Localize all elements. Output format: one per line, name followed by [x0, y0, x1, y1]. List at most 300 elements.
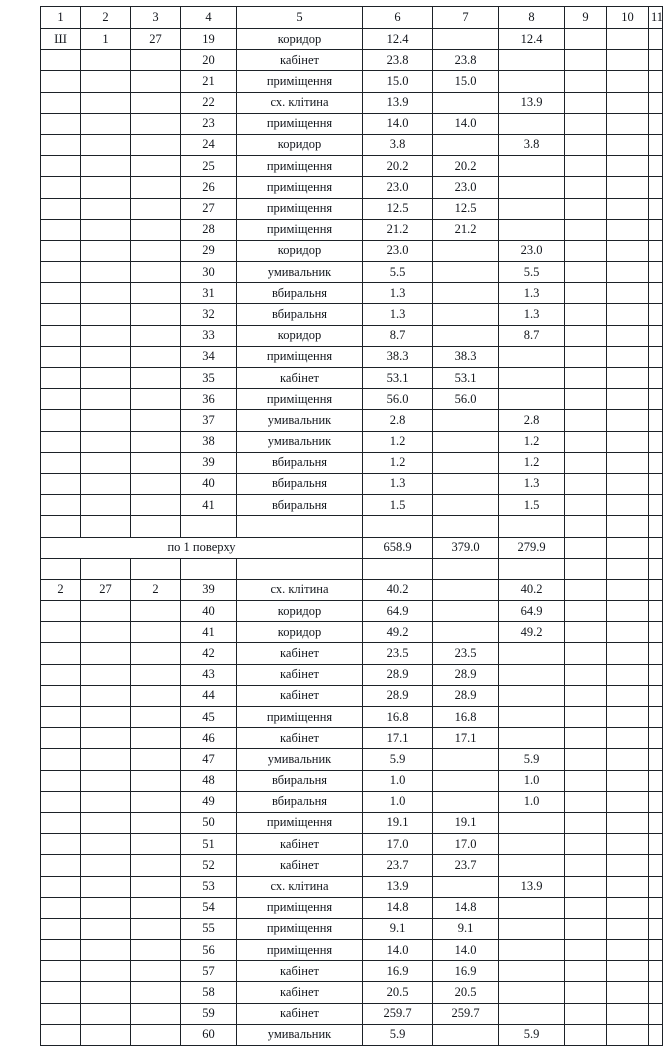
cell-col1 [41, 177, 81, 198]
cell-col1 [41, 897, 81, 918]
cell-col2 [81, 283, 131, 304]
cell-col10 [607, 601, 649, 622]
table-row [41, 834, 663, 855]
cell-col11 [649, 834, 663, 855]
cell-area-total: 20.2 [363, 156, 433, 177]
cell-area-aux: 64.9 [499, 601, 565, 622]
cell-room-number: 48 [181, 770, 237, 791]
cell-room-number: 50 [181, 812, 237, 833]
cell-room-name: приміщення [237, 198, 363, 219]
cell-room-number: 34 [181, 346, 237, 367]
cell-area-main [433, 92, 499, 113]
table-row [41, 304, 663, 325]
cell-col3 [131, 368, 181, 389]
cell-col11 [649, 389, 663, 410]
cell-area-aux: 1.3 [499, 283, 565, 304]
cell-col1 [41, 601, 81, 622]
cell-col3 [131, 71, 181, 92]
cell-col2 [81, 770, 131, 791]
cell-area-main [433, 325, 499, 346]
cell-room-number: 25 [181, 156, 237, 177]
cell-col11 [649, 431, 663, 452]
cell-area-main [433, 304, 499, 325]
cell-room-name: коридор [237, 240, 363, 261]
cell-area-main: 38.3 [433, 346, 499, 367]
cell-area-aux [499, 198, 565, 219]
cell-col9 [565, 834, 607, 855]
table-row [41, 918, 663, 939]
table-row [41, 707, 663, 728]
cell-area-total: 1.2 [363, 452, 433, 473]
cell-room-name: приміщення [237, 897, 363, 918]
cell-col9 [565, 622, 607, 643]
cell-area-total: 3.8 [363, 134, 433, 155]
cell-col1 [41, 240, 81, 261]
cell-col1 [41, 304, 81, 325]
cell-col11 [649, 876, 663, 897]
cell-col1 [41, 876, 81, 897]
table-row [41, 177, 663, 198]
cell-col10 [607, 791, 649, 812]
cell-col9 [565, 685, 607, 706]
cell-col3 [131, 113, 181, 134]
cell-area-total: 16.9 [363, 961, 433, 982]
cell-col10 [607, 643, 649, 664]
cell-col1 [41, 728, 81, 749]
cell-area-aux: 1.2 [499, 452, 565, 473]
cell-area-aux [499, 897, 565, 918]
cell-room-name: кабінет [237, 1003, 363, 1024]
cell-col9 [565, 516, 607, 537]
table-row [41, 685, 663, 706]
cell-col3 [131, 876, 181, 897]
cell-col2 [81, 346, 131, 367]
cell-col11 [649, 918, 663, 939]
cell-col1 [41, 791, 81, 812]
cell-area-aux: 13.9 [499, 876, 565, 897]
table-row [41, 92, 663, 113]
cell-area-aux: 5.9 [499, 1024, 565, 1045]
cell-col1 [41, 219, 81, 240]
cell-area-total: 28.9 [363, 685, 433, 706]
cell-area-aux [499, 1003, 565, 1024]
cell-area-aux [499, 643, 565, 664]
cell-col2 [81, 855, 131, 876]
table-row [41, 50, 663, 71]
cell-area-total: 1.5 [363, 495, 433, 516]
cell-col9 [565, 389, 607, 410]
cell-col3 [131, 812, 181, 833]
cell-col9 [565, 113, 607, 134]
cell-col9 [565, 579, 607, 600]
cell-col2 [81, 643, 131, 664]
cell-col1 [41, 812, 81, 833]
cell-area-aux [499, 156, 565, 177]
table-row [41, 113, 663, 134]
cell-area-total: 23.0 [363, 177, 433, 198]
cell-col3 [131, 897, 181, 918]
cell-col9 [565, 177, 607, 198]
cell-area-main: 16.8 [433, 707, 499, 728]
cell-col2 [81, 897, 131, 918]
cell-room-number: 39 [181, 452, 237, 473]
cell-room-number: 51 [181, 834, 237, 855]
cell-col9 [565, 71, 607, 92]
cell-col1 [41, 156, 81, 177]
cell-area-aux: 40.2 [499, 579, 565, 600]
cell-col10 [607, 452, 649, 473]
cell-col11 [649, 368, 663, 389]
cell-col3 [131, 262, 181, 283]
cell-room-number: 26 [181, 177, 237, 198]
cell-area-main [433, 791, 499, 812]
cell-col10 [607, 29, 649, 50]
cell-area-main [433, 770, 499, 791]
cell-col9 [565, 855, 607, 876]
cell-col10 [607, 240, 649, 261]
cell-col10 [607, 855, 649, 876]
cell-area-aux: 13.9 [499, 92, 565, 113]
cell-area-main [433, 283, 499, 304]
cell-area-main: 21.2 [433, 219, 499, 240]
cell-area-main: 14.0 [433, 940, 499, 961]
cell-col2 [81, 177, 131, 198]
cell-col3: 27 [131, 29, 181, 50]
cell-area-main: 23.8 [433, 50, 499, 71]
cell-col9 [565, 29, 607, 50]
cell-col3 [131, 664, 181, 685]
cell-col11 [649, 855, 663, 876]
cell-room-name: вбиральня [237, 495, 363, 516]
cell-col9 [565, 876, 607, 897]
cell-col11 [649, 749, 663, 770]
cell-area-aux [499, 961, 565, 982]
cell-area-main: 19.1 [433, 812, 499, 833]
cell-room-number: 57 [181, 961, 237, 982]
table-row-blank [41, 516, 663, 537]
cell-col2 [81, 71, 131, 92]
cell-col2 [81, 156, 131, 177]
cell-area-aux [499, 685, 565, 706]
table-row [41, 749, 663, 770]
cell-room-name: кабінет [237, 368, 363, 389]
cell-room-number: 39 [181, 579, 237, 600]
cell-col11 [649, 156, 663, 177]
cell-area-aux: 5.9 [499, 749, 565, 770]
cell-col11 [649, 198, 663, 219]
cell-col11 [649, 558, 663, 579]
cell-col9 [565, 961, 607, 982]
cell-area-main: 23.0 [433, 177, 499, 198]
cell-col9 [565, 495, 607, 516]
cell-col3 [131, 92, 181, 113]
cell-area-total: 20.5 [363, 982, 433, 1003]
cell-area-total: 28.9 [363, 664, 433, 685]
cell-area-total: 5.9 [363, 1024, 433, 1045]
cell-col10 [607, 812, 649, 833]
cell-col11 [649, 1024, 663, 1045]
cell-col11 [649, 685, 663, 706]
cell-room-name: умивальник [237, 431, 363, 452]
cell-area-main: 14.8 [433, 897, 499, 918]
cell-area-main: 14.0 [433, 113, 499, 134]
cell-area-total: 13.9 [363, 876, 433, 897]
cell-room-number: 55 [181, 918, 237, 939]
cell-col3 [131, 961, 181, 982]
cell-room-name: умивальник [237, 749, 363, 770]
cell-col10 [607, 961, 649, 982]
cell-area-main [433, 431, 499, 452]
cell-col3: 2 [131, 579, 181, 600]
cell-col9 [565, 325, 607, 346]
cell-room-name: вбиральня [237, 304, 363, 325]
table-row [41, 897, 663, 918]
cell-col1 [41, 622, 81, 643]
cell-area-main [433, 473, 499, 494]
cell-room-number: 20 [181, 50, 237, 71]
cell-room-name: приміщення [237, 346, 363, 367]
cell-col11 [649, 1003, 663, 1024]
table-row [41, 770, 663, 791]
table-row [41, 389, 663, 410]
cell-col10 [607, 156, 649, 177]
cell-col2: 1 [81, 29, 131, 50]
cell-area-main: 53.1 [433, 368, 499, 389]
cell-col3 [131, 177, 181, 198]
cell-area-total: 5.5 [363, 262, 433, 283]
cell-col10 [607, 1024, 649, 1045]
cell-col2 [81, 707, 131, 728]
cell-col2 [81, 495, 131, 516]
cell-col9 [565, 940, 607, 961]
cell-room-name: умивальник [237, 1024, 363, 1045]
cell-col2 [81, 50, 131, 71]
cell-room-number: 42 [181, 643, 237, 664]
cell-area-total: 56.0 [363, 389, 433, 410]
cell-col10 [607, 1003, 649, 1024]
cell-col10 [607, 622, 649, 643]
cell-col9 [565, 537, 607, 558]
cell-col9 [565, 92, 607, 113]
cell-col11 [649, 940, 663, 961]
cell-area-total: 259.7 [363, 1003, 433, 1024]
cell-area-aux [499, 982, 565, 1003]
cell-col10 [607, 113, 649, 134]
cell-col11 [649, 728, 663, 749]
cell-col10 [607, 431, 649, 452]
cell-col3 [131, 50, 181, 71]
cell-col1 [41, 685, 81, 706]
table-row [41, 791, 663, 812]
cell-col2 [81, 601, 131, 622]
cell-col10 [607, 71, 649, 92]
cell-col10 [607, 473, 649, 494]
cell-room-name: коридор [237, 134, 363, 155]
cell-area-total: 19.1 [363, 812, 433, 833]
cell-area-aux: 2.8 [499, 410, 565, 431]
cell-col3 [131, 304, 181, 325]
cell-col2 [81, 92, 131, 113]
cell-area-main [433, 601, 499, 622]
cell-col11 [649, 71, 663, 92]
table-row [41, 812, 663, 833]
cell-col11 [649, 791, 663, 812]
cell-area-main: 20.5 [433, 982, 499, 1003]
cell-room-number: 59 [181, 1003, 237, 1024]
cell-area-total: 13.9 [363, 92, 433, 113]
cell-col11 [649, 134, 663, 155]
cell-col1 [41, 664, 81, 685]
cell-col2 [81, 728, 131, 749]
cell-col11 [649, 92, 663, 113]
cell-col10 [607, 346, 649, 367]
cell-col9 [565, 791, 607, 812]
cell-room-number: 44 [181, 685, 237, 706]
cell-area-main: 16.9 [433, 961, 499, 982]
subtotal-area-total: 658.9 [363, 537, 433, 558]
table-row [41, 368, 663, 389]
cell-room-name: приміщення [237, 219, 363, 240]
cell-col3 [131, 770, 181, 791]
cell-col1 [41, 389, 81, 410]
cell-col3 [131, 855, 181, 876]
cell-col9 [565, 601, 607, 622]
cell-col3 [131, 389, 181, 410]
cell-room-name: приміщення [237, 389, 363, 410]
cell-area-main: 17.0 [433, 834, 499, 855]
cell-area-total: 1.3 [363, 304, 433, 325]
cell-col9 [565, 728, 607, 749]
cell-col9 [565, 431, 607, 452]
cell-col11 [649, 325, 663, 346]
cell-room-name: вбиральня [237, 791, 363, 812]
cell-col4 [181, 516, 237, 537]
cell-room-number: 23 [181, 113, 237, 134]
cell-col1 [41, 50, 81, 71]
cell-room-number: 47 [181, 749, 237, 770]
cell-col8 [499, 516, 565, 537]
cell-area-aux: 1.0 [499, 770, 565, 791]
cell-col2 [81, 368, 131, 389]
cell-col3 [131, 982, 181, 1003]
cell-col2 [81, 431, 131, 452]
cell-col1 [41, 71, 81, 92]
cell-col6 [363, 516, 433, 537]
cell-area-aux [499, 855, 565, 876]
table-row [41, 219, 663, 240]
cell-col11 [649, 262, 663, 283]
cell-col10 [607, 982, 649, 1003]
cell-col11 [649, 410, 663, 431]
cell-col11 [649, 622, 663, 643]
col-header-8: 8 [499, 7, 565, 29]
cell-col10 [607, 262, 649, 283]
subtotal-row [41, 537, 663, 558]
cell-col3 [131, 1024, 181, 1045]
cell-area-main [433, 876, 499, 897]
cell-area-main [433, 749, 499, 770]
cell-col3 [131, 601, 181, 622]
explication-table [40, 6, 663, 1046]
cell-col3 [131, 473, 181, 494]
cell-col9 [565, 304, 607, 325]
table-row [41, 876, 663, 897]
cell-col2 [81, 516, 131, 537]
cell-area-aux [499, 50, 565, 71]
cell-col10 [607, 876, 649, 897]
cell-room-name: сх. клітина [237, 876, 363, 897]
cell-area-total: 14.0 [363, 113, 433, 134]
cell-area-aux [499, 728, 565, 749]
cell-col1 [41, 134, 81, 155]
cell-col9 [565, 664, 607, 685]
cell-col9 [565, 749, 607, 770]
cell-room-number: 21 [181, 71, 237, 92]
cell-col3 [131, 1003, 181, 1024]
cell-room-name: приміщення [237, 71, 363, 92]
cell-col10 [607, 537, 649, 558]
cell-col9 [565, 50, 607, 71]
cell-col3 [131, 516, 181, 537]
cell-area-total: 49.2 [363, 622, 433, 643]
cell-area-total: 23.7 [363, 855, 433, 876]
cell-area-main: 9.1 [433, 918, 499, 939]
table-row [41, 622, 663, 643]
cell-area-total: 16.8 [363, 707, 433, 728]
table-row [41, 601, 663, 622]
cell-area-total: 1.2 [363, 431, 433, 452]
cell-area-total: 38.3 [363, 346, 433, 367]
cell-room-number: 38 [181, 431, 237, 452]
cell-area-total: 40.2 [363, 579, 433, 600]
cell-col10 [607, 918, 649, 939]
cell-col3 [131, 240, 181, 261]
cell-room-number: 46 [181, 728, 237, 749]
cell-col11 [649, 770, 663, 791]
cell-area-main [433, 622, 499, 643]
table-row [41, 643, 663, 664]
cell-room-number: 30 [181, 262, 237, 283]
cell-area-main: 28.9 [433, 664, 499, 685]
cell-area-total: 1.3 [363, 473, 433, 494]
cell-area-main [433, 495, 499, 516]
cell-col1 [41, 834, 81, 855]
cell-room-number: 41 [181, 495, 237, 516]
cell-col10 [607, 664, 649, 685]
cell-room-name: сх. клітина [237, 92, 363, 113]
cell-col10 [607, 495, 649, 516]
table-row-blank [41, 558, 663, 579]
cell-col10 [607, 50, 649, 71]
cell-col11 [649, 664, 663, 685]
cell-col9 [565, 368, 607, 389]
cell-area-aux [499, 707, 565, 728]
subtotal-label: по 1 поверху [41, 537, 363, 558]
cell-area-aux: 1.3 [499, 304, 565, 325]
cell-col11 [649, 346, 663, 367]
table-row [41, 961, 663, 982]
cell-area-aux: 49.2 [499, 622, 565, 643]
cell-col2 [81, 961, 131, 982]
cell-area-total: 12.4 [363, 29, 433, 50]
cell-area-main: 23.5 [433, 643, 499, 664]
cell-col11 [649, 452, 663, 473]
cell-area-aux [499, 219, 565, 240]
cell-col3 [131, 198, 181, 219]
cell-room-name: кабінет [237, 664, 363, 685]
cell-col9 [565, 262, 607, 283]
cell-col2 [81, 558, 131, 579]
